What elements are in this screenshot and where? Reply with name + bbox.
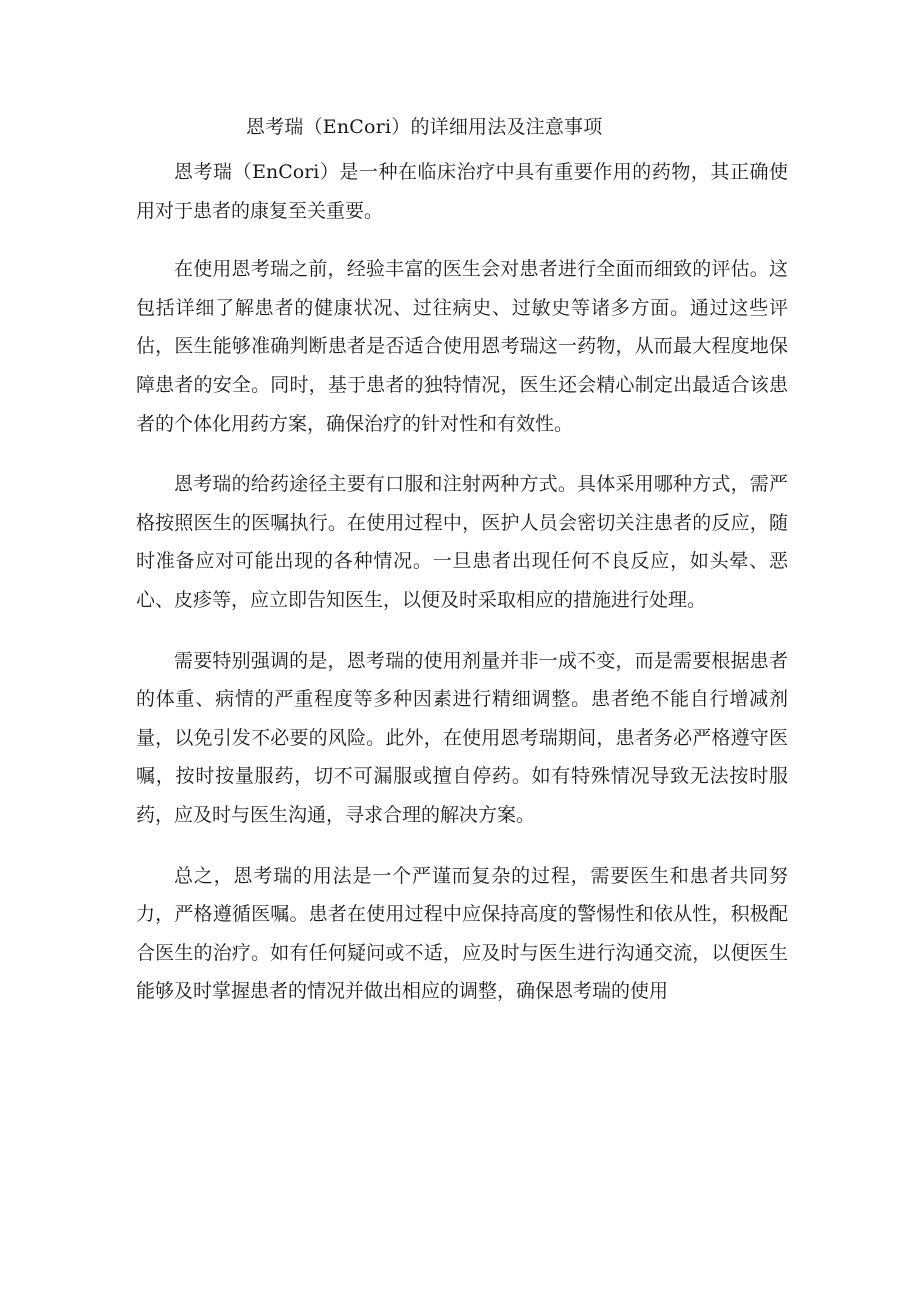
paragraph-evaluation: 在使用恩考瑞之前，经验丰富的医生会对患者进行全面而细致的评估。这包括详细了解患者的健康状况、过往病史、过敏史等诸多方面。通过这些评估，医生能够准确判断患者是否适合使用恩考瑞这一药物，从而最大程度地保障患者的安全。同时，基于患者的独特情况，医生还会精心制定出最适合该患者的个体化用药方案，确保治疗的针对性和有效性。 — [136, 258, 788, 435]
paragraph-summary: 总之，恩考瑞的用法是一个严谨而复杂的过程，需要医生和患者共同努力，严格遵循医嘱。患者在使用过程中应保持高度的警惕性和依从性，积极配合医生的治疗。如有任何疑问或不适，应及时与医生进行沟通交流，以便医生能够及时掌握患者的情况并做出相应的调整，确保恩考瑞的使用 — [136, 864, 788, 1003]
paragraph-administration: 恩考瑞的给药途径主要有口服和注射两种方式。具体采用哪种方式，需严格按照医生的医嘱执行。在使用过程中，医护人员会密切关注患者的反应，随时准备应对可能出现的各种情况。一旦患者出现任何不良反应，如头晕、恶心、皮疹等，应立即告知医生，以便及时采取相应的措施进行处理。 — [136, 473, 788, 611]
paragraph-dosage: 需要特别强调的是，恩考瑞的使用剂量并非一成不变，而是需要根据患者的体重、病情的严重程度等多种因素进行精细调整。患者绝不能自行增减剂量，以免引发不必要的风险。此外，在使用恩考瑞期间，患者务必严格遵守医嘱，按时按量服药，切不可漏服或擅自停药。如有特殊情况导致无法按时服药，应及时与医生沟通，寻求合理的解决方案。 — [136, 649, 788, 826]
paragraph-intro: 恩考瑞（EnCori）是一种在临床治疗中具有重要作用的药物，其正确使用对于患者的康复至关重要。 — [136, 161, 788, 222]
document-body — [136, 153, 788, 1033]
document-title: 恩考瑞（EnCori）的详细用法及注意事项 — [246, 116, 603, 138]
